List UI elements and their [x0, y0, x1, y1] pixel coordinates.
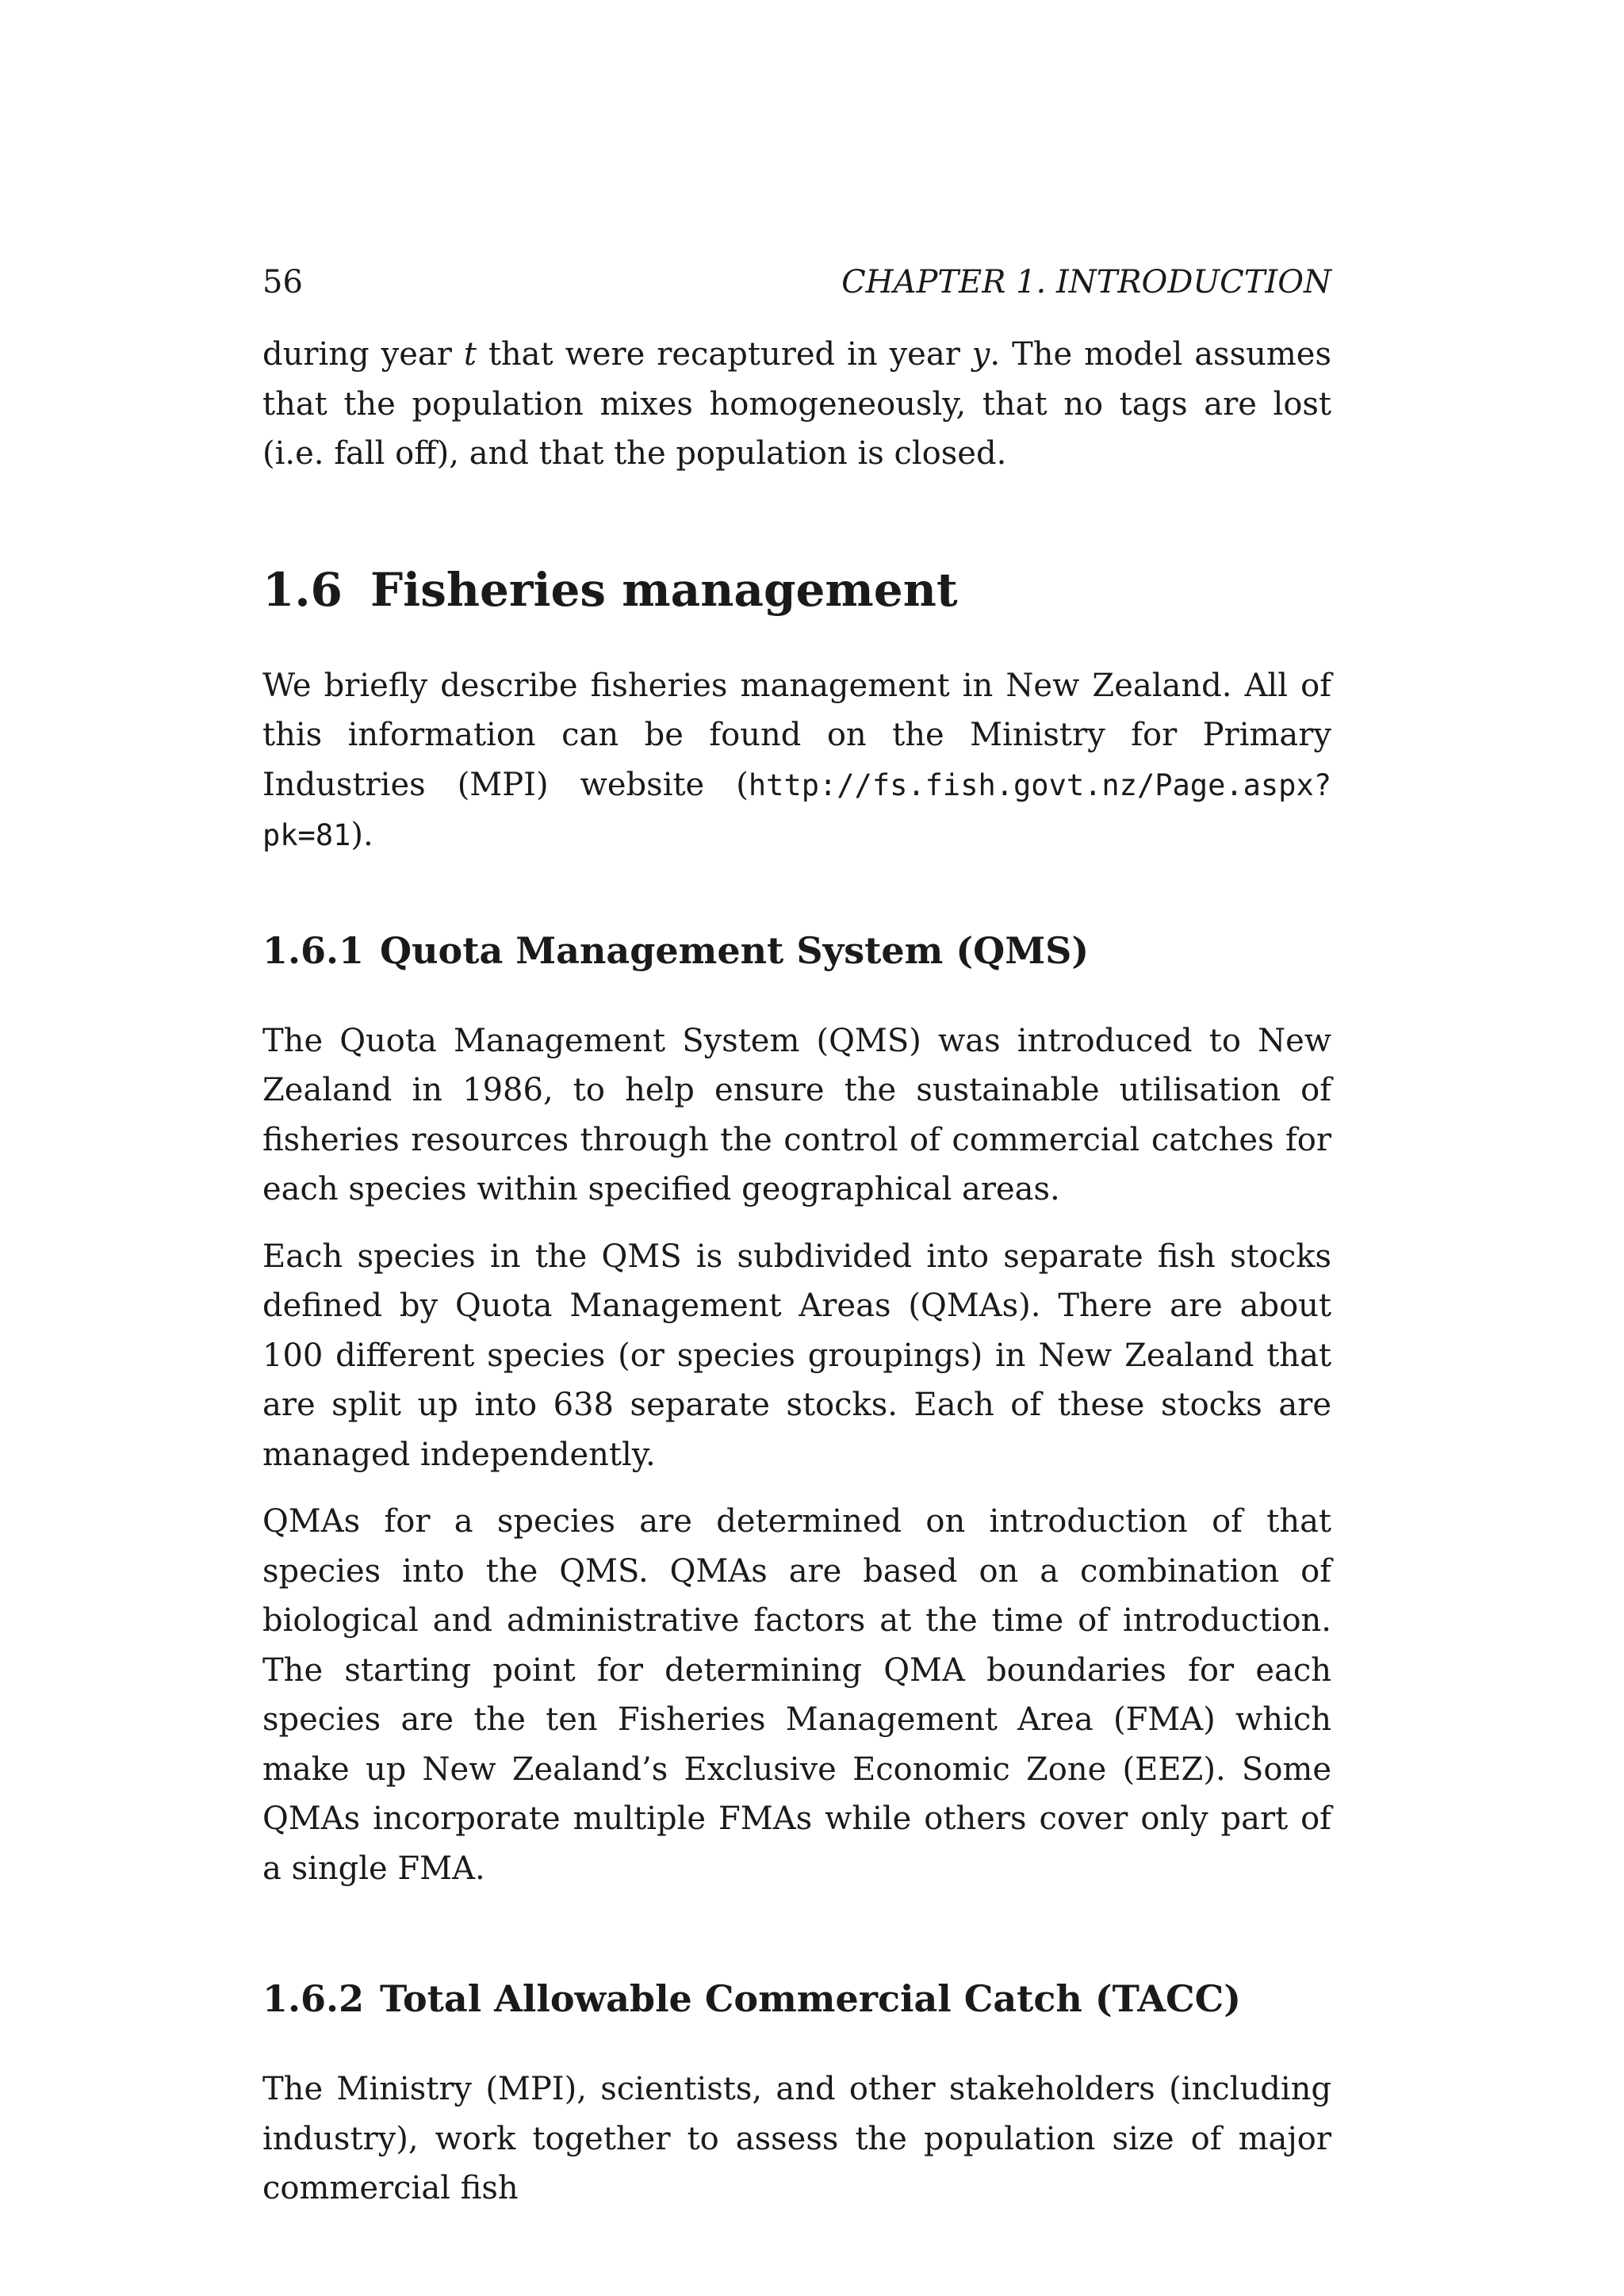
chapter-title: CHAPTER 1. INTRODUCTION — [841, 264, 1331, 300]
intro-text-3: . The model assumes that the population mixes homogeneously, that no tags are lost (i.e. fall off), and that the population is closed. — [262, 336, 1331, 472]
page-number: 56 — [262, 264, 303, 300]
variable-t: t — [463, 336, 477, 373]
section-number: 1.6 — [262, 562, 343, 617]
subsection-number: 1.6.1 — [262, 928, 365, 972]
subsection-heading-qms — [262, 924, 1331, 977]
section-intro-text-end: ). — [350, 817, 373, 853]
mpi-website-link[interactable]: http://fs.fish.govt.nz/Page.aspx?pk=81 — [262, 767, 1331, 852]
subsection-number: 1.6.2 — [262, 1977, 365, 2020]
qms-paragraph: The Quota Management System (QMS) was introduced to New Zealand in 1986, to help ensure the sustainable utilisation of fisheries resources through the control of commercial catches for each species within specified geographical areas. — [262, 1022, 1331, 1207]
subsection-title: Quota Management System (QMS) — [380, 928, 1090, 972]
section-intro-text: We briefly describe fisheries management in New Zealand. All of this information can be found on the Ministry for Primary Industries (MPI) website ( — [262, 667, 1331, 803]
section-heading — [262, 558, 1331, 622]
intro-text-2: that were recaptured in year — [476, 336, 972, 373]
intro-paragraph — [262, 330, 1331, 479]
subsection-heading-tacc — [262, 1973, 1331, 2025]
qms-paragraph: Each species in the QMS is subdivided into separate fish stocks defined by Quota Management Areas (QMAs). There are about 100 different species (or species groupings) in New Zealand that are split up into 638 separate stocks. Each of these stocks are managed independently. — [262, 1238, 1331, 1473]
variable-y: y — [971, 336, 990, 373]
section-intro-paragraph — [262, 661, 1331, 861]
running-head — [262, 258, 1331, 306]
section-title: Fisheries management — [370, 562, 958, 617]
tacc-paragraph: The Ministry (MPI), scientists, and other stakeholders (including industry), work together to assess the population size of major commercial fish — [262, 2071, 1331, 2206]
subsection-title: Total Allowable Commercial Catch (TACC) — [380, 1977, 1242, 2020]
qms-paragraph: QMAs for a species are determined on introduction of that species into the QMS. QMAs are based on a combination of biological and administrative factors at the time of introduction. The starting point for determining QMA boundaries for each species are the ten Fisheries Management Area (FMA) which make up New Zealand’s Exclusive Economic Zone (EEZ). Some QMAs incorporate multiple FMAs while others cover only part of a single FMA. — [262, 1503, 1331, 1887]
intro-text-1: during year — [262, 336, 464, 373]
document-page — [262, 258, 1331, 2214]
